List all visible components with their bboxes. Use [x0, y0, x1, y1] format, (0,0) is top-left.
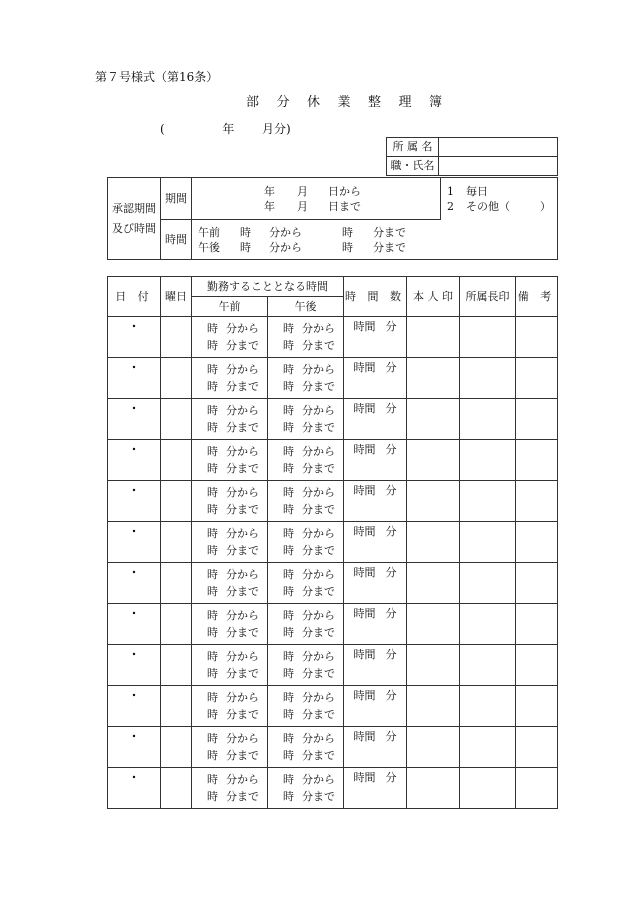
own-seal-cell[interactable]: [407, 768, 460, 809]
pm-to-hour: 時: [283, 544, 294, 557]
date-cell[interactable]: ・: [108, 358, 161, 399]
chief-seal-cell[interactable]: [460, 686, 516, 727]
am-from-hour: 時: [207, 445, 218, 458]
minutes-unit: 分: [385, 730, 397, 743]
pm-from-minute: 分から: [302, 691, 335, 704]
own-seal-cell[interactable]: [407, 522, 460, 563]
pm-time-cell[interactable]: [268, 481, 344, 522]
remarks-cell[interactable]: [516, 440, 558, 481]
am-from-minute: 分から: [226, 322, 259, 335]
am-from-hour: 時: [207, 650, 218, 663]
chief-seal-cell[interactable]: [460, 399, 516, 440]
pm-time-cell[interactable]: [268, 727, 344, 768]
date-cell[interactable]: ・: [108, 522, 161, 563]
pm-to-hour: 時: [283, 503, 294, 516]
weekday-cell[interactable]: [161, 522, 192, 563]
pm-from-minute: 分から: [302, 732, 335, 745]
own-seal-cell[interactable]: [407, 481, 460, 522]
header-chief-seal: 所属長印: [460, 277, 516, 317]
pm-to-hour: 時: [283, 749, 294, 762]
am-from-minute: 分から: [226, 650, 259, 663]
date-cell[interactable]: ・: [108, 768, 161, 809]
am-from-minute: 分から: [226, 486, 259, 499]
hours-count-cell[interactable]: [344, 768, 407, 809]
am-to-minute: 分まで: [226, 544, 259, 557]
am-from-hour: 時: [207, 404, 218, 417]
hours-count-cell[interactable]: [344, 440, 407, 481]
am-to-hour: 時: [207, 708, 218, 721]
chief-seal-cell[interactable]: [460, 645, 516, 686]
am-from-hour: 時: [207, 691, 218, 704]
pm-from-hour: 時: [283, 322, 294, 335]
pm-from-hour: 時: [283, 445, 294, 458]
pm-to-hour: 時: [283, 585, 294, 598]
am-to-hour: 時: [207, 503, 218, 516]
am-to-minute: 分まで: [226, 380, 259, 393]
approval-label-line2: 及び時間: [112, 221, 156, 235]
department-label: 所 属 名: [387, 138, 439, 157]
pm-to-minute: 分まで: [302, 339, 335, 352]
period-label: 期間: [161, 178, 192, 220]
date-cell[interactable]: ・: [108, 317, 161, 358]
am-to-minute: 分まで: [226, 585, 259, 598]
pm-from-hour: 時: [283, 773, 294, 786]
minutes-unit: 分: [385, 361, 397, 374]
period-field[interactable]: [192, 178, 441, 220]
date-cell[interactable]: ・: [108, 686, 161, 727]
am-from-minute: 分から: [269, 225, 302, 239]
own-seal-cell[interactable]: [407, 399, 460, 440]
ledger-row: [108, 399, 558, 440]
am-to-minute: 分まで: [226, 708, 259, 721]
hours-count-cell[interactable]: [344, 727, 407, 768]
minutes-unit: 分: [385, 566, 397, 579]
pm-from-minute: 分から: [302, 363, 335, 376]
pm-to-minute: 分まで: [302, 462, 335, 475]
pm-to-hour: 時: [283, 667, 294, 680]
ledger-row: [108, 563, 558, 604]
ledger-row: [108, 604, 558, 645]
option2-number: 2: [447, 199, 454, 213]
department-field[interactable]: [439, 138, 558, 157]
am-to-minute: 分まで: [373, 225, 406, 239]
am-to-hour: 時: [342, 225, 353, 239]
chief-seal-cell[interactable]: [460, 604, 516, 645]
period-month: 月分): [262, 122, 291, 136]
title-name-field[interactable]: [439, 157, 558, 176]
am-from-minute: 分から: [226, 773, 259, 786]
pm-from-hour: 時: [283, 691, 294, 704]
hours-unit: 時間: [353, 484, 376, 497]
pm-from-minute: 分から: [269, 240, 302, 254]
weekday-cell[interactable]: [161, 768, 192, 809]
own-seal-cell[interactable]: [407, 440, 460, 481]
date-cell[interactable]: ・: [108, 440, 161, 481]
am-to-minute: 分まで: [226, 667, 259, 680]
pm-to-minute: 分まで: [302, 585, 335, 598]
approval-label: [108, 178, 161, 260]
pm-to-hour: 時: [283, 790, 294, 803]
hours-count-cell[interactable]: [344, 522, 407, 563]
pm-from-minute: 分から: [302, 486, 335, 499]
header-duty-hours: 勤務することとなる時間: [192, 277, 344, 297]
pm-from-minute: 分から: [302, 527, 335, 540]
am-time-cell[interactable]: [192, 440, 268, 481]
remarks-cell[interactable]: [516, 727, 558, 768]
title-name-label: 職・氏名: [387, 157, 439, 176]
own-seal-cell[interactable]: [407, 727, 460, 768]
to-day: 日まで: [328, 199, 361, 213]
date-cell[interactable]: ・: [108, 727, 161, 768]
minutes-unit: 分: [385, 648, 397, 661]
am-from-minute: 分から: [226, 568, 259, 581]
am-to-hour: 時: [207, 585, 218, 598]
pm-time-cell[interactable]: [268, 440, 344, 481]
ledger-table: [107, 276, 558, 809]
ledger-row: [108, 768, 558, 809]
hours-unit: 時間: [353, 361, 376, 374]
hours-unit: 時間: [353, 648, 376, 661]
am-from-hour: 時: [207, 609, 218, 622]
pm-from-minute: 分から: [302, 404, 335, 417]
pm-to-minute: 分まで: [302, 544, 335, 557]
time-field-blank: [441, 220, 558, 260]
weekday-cell[interactable]: [161, 563, 192, 604]
header-remarks: 備 考: [516, 277, 558, 317]
pm-from-minute: 分から: [302, 650, 335, 663]
hours-unit: 時間: [353, 607, 376, 620]
remarks-cell[interactable]: [516, 358, 558, 399]
weekday-cell[interactable]: [161, 440, 192, 481]
minutes-unit: 分: [385, 320, 397, 333]
own-seal-cell[interactable]: [407, 358, 460, 399]
am-time-cell[interactable]: [192, 645, 268, 686]
ledger-row: [108, 522, 558, 563]
remarks-cell[interactable]: [516, 563, 558, 604]
weekday-cell[interactable]: [161, 399, 192, 440]
hours-count-cell[interactable]: [344, 481, 407, 522]
weekday-cell[interactable]: [161, 317, 192, 358]
am-to-hour: 時: [207, 339, 218, 352]
am-from-hour: 時: [207, 568, 218, 581]
chief-seal-cell[interactable]: [460, 317, 516, 358]
pm-from-minute: 分から: [302, 609, 335, 622]
ledger-row: [108, 686, 558, 727]
am-to-hour: 時: [207, 626, 218, 639]
pm-to-hour: 時: [283, 626, 294, 639]
hours-count-cell[interactable]: [344, 358, 407, 399]
header-hours-count: 時 間 数: [344, 277, 407, 317]
pm-to-minute: 分まで: [302, 380, 335, 393]
date-cell[interactable]: ・: [108, 563, 161, 604]
hours-count-cell[interactable]: [344, 399, 407, 440]
header-own-seal: 本 人 印: [407, 277, 460, 317]
period-year: 年: [222, 122, 235, 136]
remarks-cell[interactable]: [516, 317, 558, 358]
hours-count-cell[interactable]: [344, 645, 407, 686]
am-to-hour: 時: [207, 462, 218, 475]
hours-count-cell[interactable]: [344, 686, 407, 727]
am-time-cell[interactable]: [192, 399, 268, 440]
chief-seal-cell[interactable]: [460, 358, 516, 399]
hours-count-cell[interactable]: [344, 317, 407, 358]
pm-from-hour: 時: [240, 240, 251, 254]
am-from-hour: 時: [207, 486, 218, 499]
ledger-row: [108, 727, 558, 768]
remarks-cell[interactable]: [516, 645, 558, 686]
am-from-minute: 分から: [226, 363, 259, 376]
pm-from-minute: 分から: [302, 445, 335, 458]
hours-unit: 時間: [353, 689, 376, 702]
pm-prefix: 午後: [198, 240, 220, 254]
weekday-cell[interactable]: [161, 604, 192, 645]
period-open-paren: (: [160, 122, 165, 136]
pm-from-minute: 分から: [302, 568, 335, 581]
pm-to-hour: 時: [283, 421, 294, 434]
own-seal-cell[interactable]: [407, 686, 460, 727]
am-to-hour: 時: [207, 544, 218, 557]
document-title: 部分休業整理簿: [246, 95, 460, 110]
pm-from-hour: 時: [283, 732, 294, 745]
time-field[interactable]: [192, 220, 441, 260]
pm-time-cell[interactable]: [268, 563, 344, 604]
pm-to-hour: 時: [283, 380, 294, 393]
approval-table: [107, 177, 558, 260]
option1-number: 1: [447, 184, 454, 198]
from-month: 月: [297, 184, 308, 198]
remarks-cell[interactable]: [516, 686, 558, 727]
minutes-unit: 分: [385, 443, 397, 456]
am-time-cell[interactable]: [192, 604, 268, 645]
pm-from-minute: 分から: [302, 773, 335, 786]
from-day: 日から: [328, 184, 361, 198]
am-from-minute: 分から: [226, 732, 259, 745]
date-cell[interactable]: ・: [108, 645, 161, 686]
hours-unit: 時間: [353, 320, 376, 333]
minutes-unit: 分: [385, 771, 397, 784]
form-number: 第７号様式（第16条）: [95, 70, 219, 84]
hours-unit: 時間: [353, 525, 376, 538]
pm-time-cell[interactable]: [268, 522, 344, 563]
frequency-options[interactable]: [441, 178, 558, 220]
hours-unit: 時間: [353, 566, 376, 579]
am-to-hour: 時: [207, 790, 218, 803]
option-other-close: ）: [540, 199, 551, 213]
pm-from-hour: 時: [283, 568, 294, 581]
am-from-minute: 分から: [226, 404, 259, 417]
pm-time-cell[interactable]: [268, 399, 344, 440]
option-other: その他（: [466, 199, 510, 213]
hours-unit: 時間: [353, 771, 376, 784]
am-to-hour: 時: [207, 380, 218, 393]
pm-from-hour: 時: [283, 363, 294, 376]
chief-seal-cell[interactable]: [460, 522, 516, 563]
pm-to-minute: 分まで: [373, 240, 406, 254]
pm-from-hour: 時: [283, 527, 294, 540]
am-from-hour: 時: [207, 732, 218, 745]
am-from-hour: 時: [207, 773, 218, 786]
am-to-minute: 分まで: [226, 503, 259, 516]
am-from-minute: 分から: [226, 609, 259, 622]
own-seal-cell[interactable]: [407, 645, 460, 686]
am-time-cell[interactable]: [192, 522, 268, 563]
pm-to-minute: 分まで: [302, 503, 335, 516]
am-to-minute: 分まで: [226, 339, 259, 352]
remarks-cell[interactable]: [516, 481, 558, 522]
pm-to-hour: 時: [283, 339, 294, 352]
am-time-cell[interactable]: [192, 768, 268, 809]
ledger-row: [108, 358, 558, 399]
pm-time-cell[interactable]: [268, 645, 344, 686]
am-to-minute: 分まで: [226, 790, 259, 803]
remarks-cell[interactable]: [516, 399, 558, 440]
am-prefix: 午前: [198, 225, 220, 239]
am-time-cell[interactable]: [192, 563, 268, 604]
chief-seal-cell[interactable]: [460, 563, 516, 604]
from-year: 年: [264, 184, 275, 198]
chief-seal-cell[interactable]: [460, 727, 516, 768]
pm-to-minute: 分まで: [302, 626, 335, 639]
affiliation-table: [386, 137, 558, 176]
to-year: 年: [264, 199, 275, 213]
date-cell[interactable]: ・: [108, 399, 161, 440]
own-seal-cell[interactable]: [407, 563, 460, 604]
weekday-cell[interactable]: [161, 727, 192, 768]
pm-to-minute: 分まで: [302, 749, 335, 762]
am-to-minute: 分まで: [226, 626, 259, 639]
am-from-hour: 時: [240, 225, 251, 239]
pm-to-minute: 分まで: [302, 667, 335, 680]
pm-to-hour: 時: [342, 240, 353, 254]
chief-seal-cell[interactable]: [460, 440, 516, 481]
ledger-row: [108, 440, 558, 481]
pm-to-minute: 分まで: [302, 790, 335, 803]
minutes-unit: 分: [385, 607, 397, 620]
header-weekday: 曜日: [161, 277, 192, 317]
am-time-cell[interactable]: [192, 727, 268, 768]
am-time-cell[interactable]: [192, 317, 268, 358]
am-time-cell[interactable]: [192, 358, 268, 399]
pm-time-cell[interactable]: [268, 686, 344, 727]
pm-from-hour: 時: [283, 650, 294, 663]
hours-count-cell[interactable]: [344, 563, 407, 604]
date-cell[interactable]: ・: [108, 604, 161, 645]
date-cell[interactable]: ・: [108, 481, 161, 522]
hours-unit: 時間: [353, 402, 376, 415]
remarks-cell[interactable]: [516, 768, 558, 809]
weekday-cell[interactable]: [161, 645, 192, 686]
hours-unit: 時間: [353, 730, 376, 743]
pm-from-hour: 時: [283, 404, 294, 417]
minutes-unit: 分: [385, 484, 397, 497]
pm-to-minute: 分まで: [302, 421, 335, 434]
minutes-unit: 分: [385, 525, 397, 538]
header-pm: 午後: [268, 297, 344, 317]
am-from-hour: 時: [207, 322, 218, 335]
chief-seal-cell[interactable]: [460, 481, 516, 522]
am-to-minute: 分まで: [226, 749, 259, 762]
header-date: 日 付: [108, 277, 161, 317]
remarks-cell[interactable]: [516, 604, 558, 645]
header-am: 午前: [192, 297, 268, 317]
minutes-unit: 分: [385, 402, 397, 415]
pm-time-cell[interactable]: [268, 768, 344, 809]
pm-to-hour: 時: [283, 708, 294, 721]
to-month: 月: [297, 199, 308, 213]
weekday-cell[interactable]: [161, 686, 192, 727]
am-from-hour: 時: [207, 527, 218, 540]
weekday-cell[interactable]: [161, 481, 192, 522]
option-daily: 毎日: [466, 184, 488, 198]
ledger-row: [108, 645, 558, 686]
hours-unit: 時間: [353, 443, 376, 456]
ledger-row: [108, 317, 558, 358]
am-to-minute: 分まで: [226, 462, 259, 475]
minutes-unit: 分: [385, 689, 397, 702]
pm-time-cell[interactable]: [268, 317, 344, 358]
am-to-minute: 分まで: [226, 421, 259, 434]
pm-from-hour: 時: [283, 609, 294, 622]
pm-time-cell[interactable]: [268, 604, 344, 645]
own-seal-cell[interactable]: [407, 317, 460, 358]
pm-time-cell[interactable]: [268, 358, 344, 399]
remarks-cell[interactable]: [516, 522, 558, 563]
approval-label-line1: 承認期間: [112, 201, 156, 215]
am-time-cell[interactable]: [192, 481, 268, 522]
pm-from-hour: 時: [283, 486, 294, 499]
am-from-minute: 分から: [226, 527, 259, 540]
report-period: [160, 120, 291, 137]
time-label: 時間: [161, 220, 192, 260]
ledger-row: [108, 481, 558, 522]
am-from-hour: 時: [207, 363, 218, 376]
own-seal-cell[interactable]: [407, 604, 460, 645]
am-to-hour: 時: [207, 421, 218, 434]
weekday-cell[interactable]: [161, 358, 192, 399]
am-to-hour: 時: [207, 667, 218, 680]
am-time-cell[interactable]: [192, 686, 268, 727]
pm-to-hour: 時: [283, 462, 294, 475]
am-to-hour: 時: [207, 749, 218, 762]
am-from-minute: 分から: [226, 691, 259, 704]
pm-to-minute: 分まで: [302, 708, 335, 721]
am-from-minute: 分から: [226, 445, 259, 458]
pm-from-minute: 分から: [302, 322, 335, 335]
hours-count-cell[interactable]: [344, 604, 407, 645]
chief-seal-cell[interactable]: [460, 768, 516, 809]
